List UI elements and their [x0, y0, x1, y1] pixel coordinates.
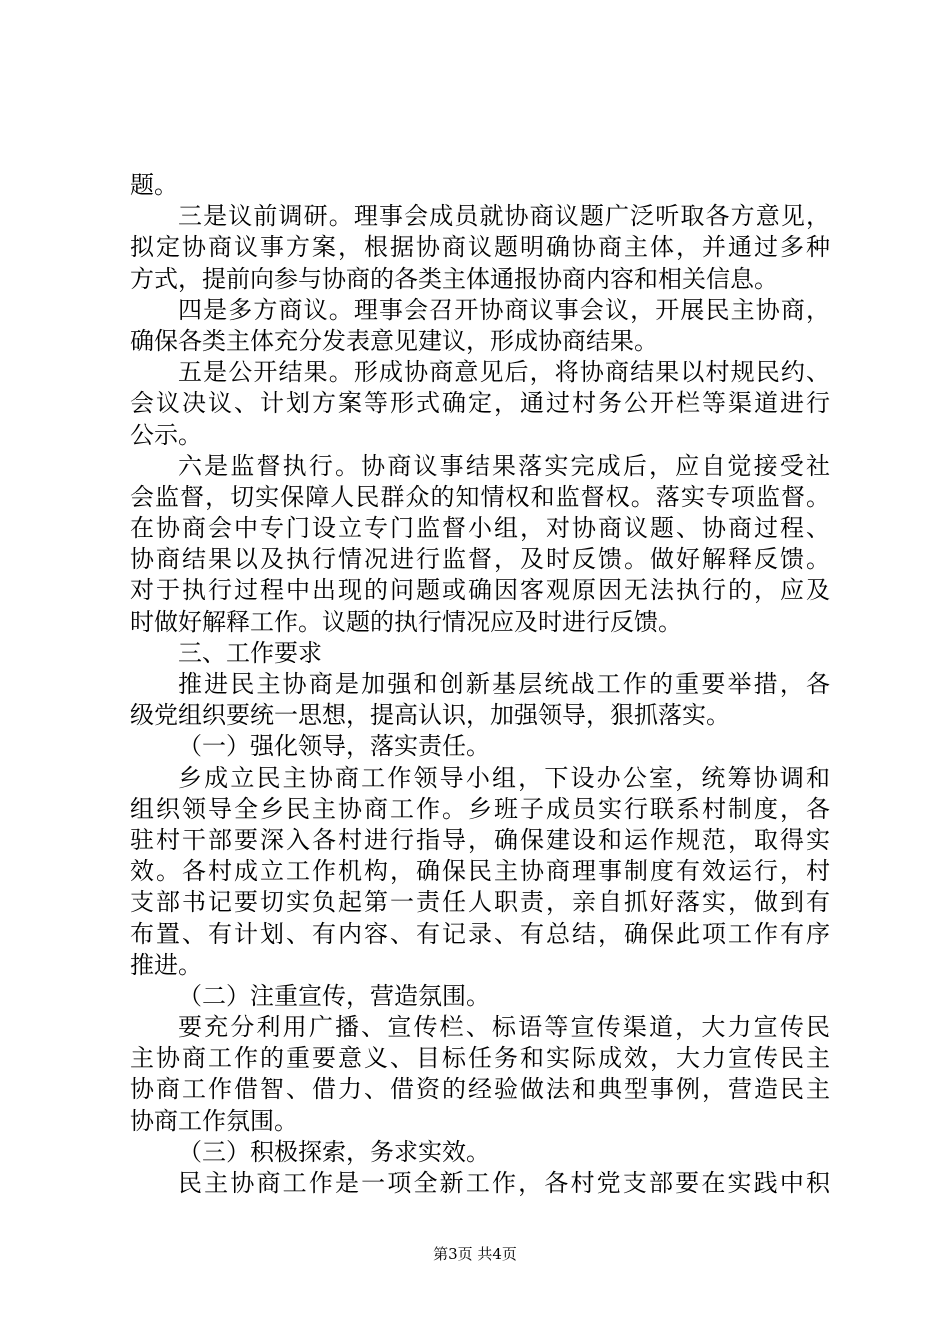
- text-line: 对于执行过程中出现的问题或确因客观原因无法执行的，应及: [130, 576, 830, 605]
- text-line: 拟定协商议事方案，根据协商议题明确协商主体，并通过多种: [130, 233, 830, 262]
- text-line: 在协商会中专门设立专门监督小组，对协商议题、协商过程、: [130, 514, 830, 543]
- text-line: 题。: [130, 171, 178, 199]
- text-line: 公示。: [130, 420, 202, 449]
- text-line: 五是公开结果。形成协商意见后，将协商结果以村规民约、: [178, 358, 830, 387]
- text-line: （三）积极探索，务求实效。: [178, 1137, 490, 1166]
- text-line: 组织领导全乡民主协商工作。乡班子成员实行联系村制度，各: [130, 794, 830, 823]
- text-line: 会议决议、计划方案等形式确定，通过村务公开栏等渠道进行: [130, 389, 830, 418]
- text-line: 乡成立民主协商工作领导小组，下设办公室，统筹协调和: [178, 763, 830, 792]
- text-line: 四是多方商议。理事会召开协商议事会议，开展民主协商，: [178, 295, 830, 324]
- text-line: 布置、有计划、有内容、有记录、有总结，确保此项工作有序: [130, 919, 830, 948]
- text-line: 主协商工作的重要意义、目标任务和实际成效，大力宣传民主: [130, 1044, 830, 1073]
- text-line: 时做好解释工作。议题的执行情况应及时进行反馈。: [130, 607, 682, 636]
- page-footer: 第3页 共4页: [433, 1245, 517, 1263]
- document-body: [130, 170, 830, 1199]
- text-line: 会监督，切实保障人民群众的知情权和监督权。落实专项监督。: [130, 482, 830, 511]
- text-line: 支部书记要切实负起第一责任人职责，亲自抓好落实，做到有: [130, 888, 830, 917]
- text-line: 效。各村成立工作机构，确保民主协商理事制度有效运行，村: [130, 857, 830, 886]
- text-line: 协商结果以及执行情况进行监督，及时反馈。做好解释反馈。: [130, 545, 830, 574]
- text-line: 推进民主协商是加强和创新基层统战工作的重要举措，各: [178, 670, 830, 698]
- text-line: （二）注重宣传，营造氛围。: [178, 981, 490, 1010]
- text-line: 三、工作要求: [178, 638, 322, 667]
- text-line: 六是监督执行。协商议事结果落实完成后，应自觉接受社: [178, 451, 830, 480]
- text-line: （一）强化领导，落实责任。: [178, 732, 490, 761]
- text-line: 民主协商工作是一项全新工作，各村党支部要在实践中积: [178, 1169, 830, 1197]
- text-line: 协商工作借智、借力、借资的经验做法和典型事例，营造民主: [130, 1075, 830, 1104]
- text-line: 方式，提前向参与协商的各类主体通报协商内容和相关信息。: [130, 264, 778, 293]
- text-line: 三是议前调研。理事会成员就协商议题广泛听取各方意见，: [178, 202, 830, 231]
- text-line: 要充分利用广播、宣传栏、标语等宣传渠道，大力宣传民: [178, 1013, 830, 1042]
- text-line: 级党组织要统一思想，提高认识，加强领导，狠抓落实。: [130, 701, 730, 730]
- text-line: 驻村干部要深入各村进行指导，确保建设和运作规范，取得实: [130, 825, 830, 854]
- text-line: 协商工作氛围。: [130, 1106, 298, 1135]
- text-line: 推进。: [130, 950, 202, 979]
- text-line: 确保各类主体充分发表意见建议，形成协商结果。: [130, 326, 658, 355]
